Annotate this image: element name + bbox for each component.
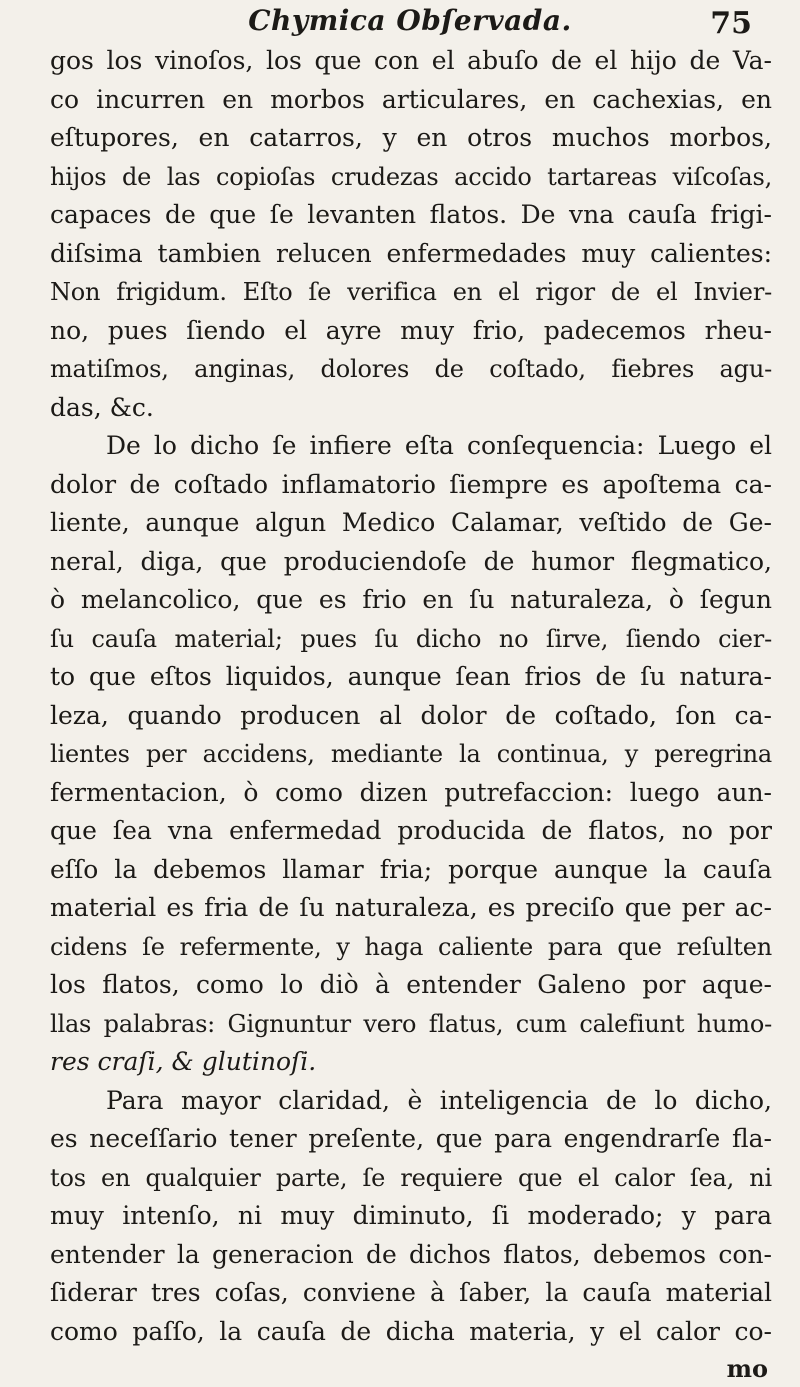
- text-line: llas palabras: Gignuntur vero flatus, cum calefiunt humo-: [50, 1009, 772, 1038]
- catchword: mo: [726, 1354, 768, 1383]
- text-line: no, pues ſiendo el ayre muy frio, padecemos rheu-: [50, 315, 772, 345]
- text-line: es neceſſario tener preſente, que para engendrarſe fla-: [50, 1124, 772, 1153]
- text-line: co incurren en morbos articulares, en cachexias, en: [50, 84, 772, 114]
- text-line: fermentacion, ò como dizen putrefaccion: luego aun-: [50, 777, 772, 807]
- text-line: matiſmos, anginas, dolores de coſtado, fiebres agu-: [50, 355, 772, 383]
- text-line: ſu cauſa material; pues ſu dicho no ſirve, ſiendo cier-: [50, 624, 772, 653]
- running-title: Chymica Obſervada.: [248, 4, 572, 37]
- text-line: capaces de que ſe levanten flatos. De vna cauſa frigi-: [50, 200, 772, 229]
- text-line: cidens ſe refermente, y haga caliente para que reſulten: [50, 932, 772, 961]
- text-line: Non frigidum. Eſto ſe verifica en el rigor de el Invier-: [50, 278, 772, 306]
- text-line: lientes per accidens, mediante la continua, y peregrina: [50, 740, 772, 768]
- text-line: gos los vinoſos, los que con el abuſo de el hijo de Va-: [50, 46, 772, 75]
- text-line: dolor de coſtado inflamatorio ſiempre es apoſtema ca-: [50, 469, 772, 499]
- text-line: hijos de las copioſas crudezas accido tartareas viſcoſas,: [50, 162, 772, 191]
- text-line: eſtupores, en catarros, y en otros muchos morbos,: [50, 123, 772, 152]
- text-line: que ſea vna enfermedad producida de flatos, no por: [50, 816, 772, 845]
- page-header: [0, 4, 800, 44]
- paragraph-start-line: De lo dicho ſe infiere eſta conſequencia: Luego el: [106, 431, 772, 460]
- page-number: 75: [710, 6, 752, 41]
- text-line: los flatos, como lo diò à entender Galeno por aque-: [50, 970, 772, 999]
- text-line: leza, quando producen al dolor de coſtado, ſon ca-: [50, 700, 772, 730]
- text-line: to que eſtos liquidos, aunque ſean frios de ſu natura-: [50, 662, 772, 691]
- text-line: liente, aunque algun Medico Calamar, veſtido de Ge-: [50, 508, 772, 537]
- text-line: res craſi, & glutinoſi.: [50, 1047, 317, 1076]
- text-line: como paſſo, la cauſa de dicha materia, y el calor co-: [50, 1316, 772, 1346]
- text-line: muy intenſo, ni muy diminuto, ſi moderado; y para: [50, 1201, 772, 1230]
- text-line: tos en qualquier parte, ſe requiere que el calor ſea, ni: [50, 1163, 772, 1192]
- text-line: das, &c.: [50, 392, 154, 422]
- text-line: ò melancolico, que es frio en ſu naturaleza, ò ſegun: [50, 585, 772, 614]
- text-line: material es fria de ſu naturaleza, es preciſo que per ac-: [50, 893, 772, 922]
- body-text: [50, 42, 772, 1387]
- text-line: entender la generacion de dichos flatos, debemos con-: [50, 1239, 772, 1269]
- text-line: eſſo la debemos llamar fria; porque aunque la cauſa: [50, 854, 772, 884]
- text-line: ſiderar tres coſas, conviene à ſaber, la cauſa material: [50, 1278, 772, 1307]
- text-line: neral, diga, que produciendoſe de humor flegmatico,: [50, 546, 772, 576]
- paragraph-start-line: Para mayor claridad, è inteligencia de lo dicho,: [106, 1085, 772, 1115]
- text-line: diſsima tambien relucen enfermedades muy calientes:: [50, 238, 772, 268]
